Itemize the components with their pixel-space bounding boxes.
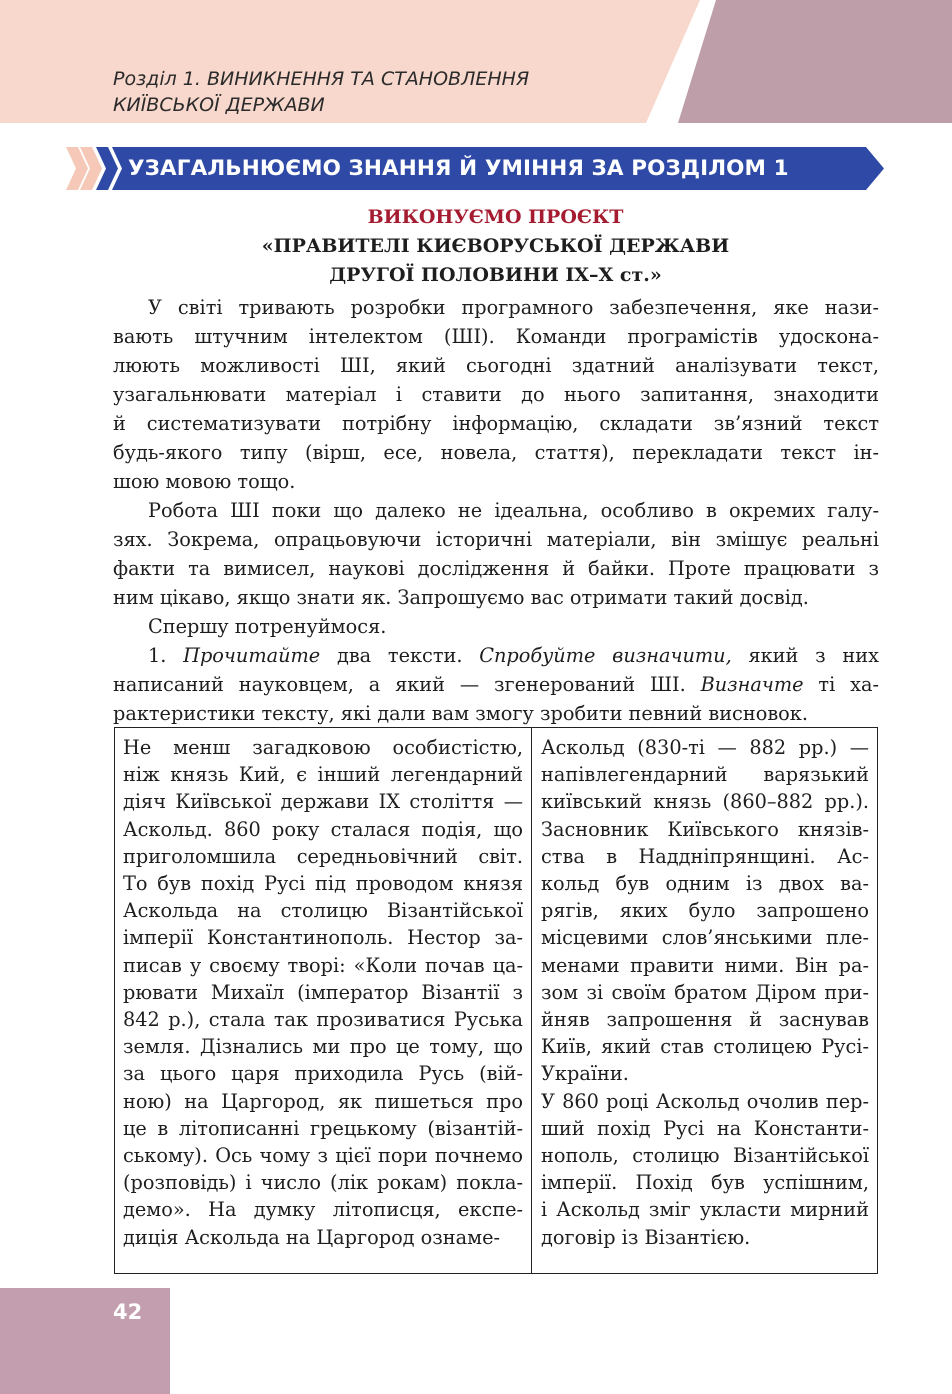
page-number: 42 — [113, 1300, 143, 1324]
table-text-line: писав у своєму творі: «Коли почав ца- — [123, 953, 523, 977]
task-text: написаний науковцем, а який — згенерований ШІ. — [113, 673, 686, 696]
table-text-line: київський князь (860–882 рр.). — [541, 790, 869, 814]
text-line: Спершу потренуймося. — [148, 615, 387, 638]
table-text-line: кольд був одним із двох ва- — [541, 872, 869, 896]
section-title: УЗАГАЛЬНЮЄМО ЗНАННЯ Й УМІННЯ ЗА РОЗДІЛОМ 1 — [128, 156, 789, 181]
project-title-line2: ДРУГОЇ ПОЛОВИНИ ІХ–Х ст.» — [329, 264, 662, 286]
table-text-line: рювати Михаїл (імператор Візантії з — [123, 980, 523, 1004]
table-text-line: ший похід Русі на Константи- — [541, 1116, 869, 1140]
project-title-line1: «ПРАВИТЕЛІ КИЄВОРУСЬКОЇ ДЕРЖАВИ — [261, 235, 730, 257]
paragraph-2 — [113, 496, 879, 612]
chapter-title — [113, 66, 673, 118]
text-line: У світі тривають розробки програмного забезпечення, яке нази- — [148, 296, 879, 319]
table-text-line: Аскольда на столицю Візантійської — [123, 899, 523, 923]
table-text-line: Аскольд (830-ті — 882 рр.) — — [541, 736, 869, 759]
task-line-3: рактеристики тексту, які дали вам змогу зробити певний висновок. — [113, 702, 808, 725]
text-b-cell — [541, 734, 869, 1251]
table-text-line: це в літописанні грецькому (візантій- — [123, 1116, 523, 1140]
table-text-line: диція Аскольда на Царгород ознаме- — [123, 1225, 501, 1249]
table-text-line: (розповідь) і число (лік рокам) покла- — [123, 1171, 523, 1195]
table-text-line: зом зі своїм братом Діром при- — [541, 980, 869, 1004]
task-line-1 — [113, 641, 879, 670]
task-text: два тексти. — [336, 644, 463, 667]
body-text — [113, 293, 879, 728]
paragraph-1 — [113, 293, 879, 496]
table-text-line: за цього царя приходила Русь (вій- — [123, 1062, 523, 1086]
chapter-title-line1: Розділ 1. ВИНИКНЕННЯ ТА СТАНОВЛЕННЯ — [113, 68, 530, 90]
text-line: шою мовою тощо. — [113, 470, 296, 493]
table-text-line: У 860 році Аскольд очолив пер- — [541, 1089, 869, 1113]
project-heading — [113, 203, 878, 290]
table-text-line: ніж князь Кий, є інший легендарний — [123, 763, 523, 787]
text-line: узагальнювати матеріал і ставити до нього запитання, знаходити — [113, 383, 879, 406]
text-line: факти та вимисел, наукові дослідження й байки. Проте працювати з — [113, 557, 879, 580]
task-verb-define: Визначте — [700, 673, 804, 696]
project-label: ВИКОНУЄМО ПРОЄКТ — [367, 206, 624, 228]
table-text-line: ною) на Царгород, як пишеться про — [123, 1089, 523, 1113]
task-text: ті ха- — [818, 673, 879, 696]
paragraph-3 — [113, 612, 879, 641]
table-text-line: діяч Київської держави IX століття — — [123, 790, 523, 814]
table-text-line: Засновник Київського князів- — [541, 817, 869, 841]
page-number-box — [0, 1288, 170, 1394]
table-text-line: земля. Дізнались ми про це тому, що — [123, 1035, 523, 1059]
text-line: ним цікаво, якщо знати як. Запрошуємо вас отримати такий досвід. — [113, 586, 809, 609]
table-text-line: приголомшила середньовічний світ. — [123, 844, 523, 868]
table-text-line: рягів, яких було запрошено — [541, 899, 869, 923]
text-line: вають штучним інтелектом (ШІ). Команди програмістів удоскона- — [113, 325, 879, 348]
task-1 — [113, 641, 879, 728]
table-text-line: демо». На думку літописця, експе- — [123, 1198, 523, 1222]
task-line-2 — [113, 670, 879, 699]
table-text-line: То був похід Русі під проводом князя — [123, 872, 523, 896]
table-text-line: імперії. Похід був успішним, — [541, 1171, 869, 1195]
task-number: 1. — [148, 644, 167, 667]
table-column-divider — [531, 728, 532, 1273]
table-text-line: напівлегендарний варязький — [541, 763, 869, 787]
table-text-line: договір із Візантією. — [541, 1225, 751, 1249]
comparison-table — [114, 727, 878, 1274]
table-text-line: Не менш загадковою особистістю, — [123, 736, 523, 759]
task-verb-try: Спробуйте визначити, — [479, 644, 732, 667]
text-line: будь-якого типу (вірш, есе, новела, стаття), перекладати текст ін- — [113, 441, 879, 464]
text-line: й систематизувати потрібну інформацію, складати зв’язний текст — [113, 412, 879, 435]
text-line: люють можливості ШІ, який сьогодні здатний аналізувати текст, — [113, 354, 879, 377]
text-line: Робота ШІ поки що далеко не ідеальна, особливо в окремих галу- — [148, 499, 879, 522]
table-text-line: 842 р.), стала так прозиватися Руська — [123, 1008, 523, 1032]
table-text-line: імперії Константинополь. Нестор за- — [123, 926, 523, 950]
task-verb-read: Прочитайте — [183, 644, 321, 667]
table-text-line: нополь, столицю Візантійської — [541, 1144, 869, 1168]
text-a-cell — [123, 734, 523, 1251]
chapter-title-line2: КИЇВСЬКОЇ ДЕРЖАВИ — [113, 94, 325, 116]
table-text-line: України. — [541, 1062, 629, 1086]
task-text: який з них — [748, 644, 879, 667]
table-text-line: менами правити ними. Він ра- — [541, 953, 869, 977]
table-text-line: ства в Наддніпрянщині. Ас- — [541, 844, 869, 868]
table-text-line: йняв запрошення й заснував — [541, 1008, 869, 1032]
table-text-line: ському). Ось чому з цієї пори почнемо — [123, 1144, 523, 1168]
table-text-line: і Аскольд зміг укласти мирний — [541, 1198, 869, 1222]
table-text-line: Аскольд. 860 року сталася подія, що — [123, 817, 523, 841]
text-line: зях. Зокрема, опрацьовуючи історичні матеріали, він змішує реальні — [113, 528, 879, 551]
table-text-line: Київ, який став столицею Русі- — [541, 1035, 869, 1059]
table-text-line: місцевими слов’янськими пле- — [541, 926, 869, 950]
